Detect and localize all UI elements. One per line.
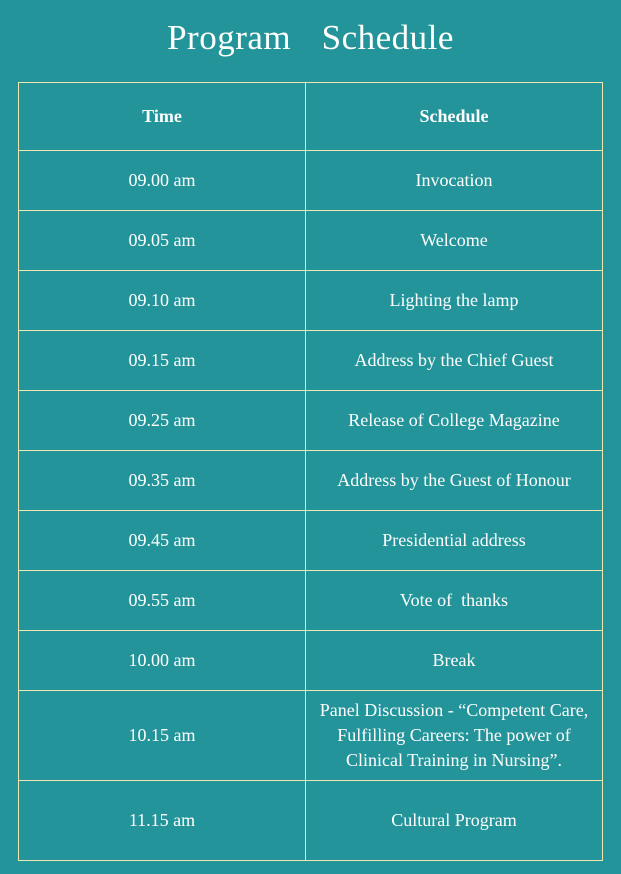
- table-row: [19, 451, 603, 511]
- table-header-row: [19, 83, 603, 151]
- time-cell: 09.10 am: [19, 271, 306, 331]
- table-row: [19, 781, 603, 861]
- event-cell: Break: [306, 631, 603, 691]
- column-header-schedule: Schedule: [306, 83, 603, 151]
- time-cell: 09.25 am: [19, 391, 306, 451]
- time-cell: 09.00 am: [19, 151, 306, 211]
- time-cell: 09.55 am: [19, 571, 306, 631]
- event-cell: Presidential address: [306, 511, 603, 571]
- time-cell: 10.15 am: [19, 691, 306, 781]
- event-cell: Lighting the lamp: [306, 271, 603, 331]
- table-row: [19, 151, 603, 211]
- time-cell: 09.35 am: [19, 451, 306, 511]
- event-cell: Address by the Guest of Honour: [306, 451, 603, 511]
- event-cell: Invocation: [306, 151, 603, 211]
- table-row: [19, 511, 603, 571]
- event-cell: Address by the Chief Guest: [306, 331, 603, 391]
- table-row: [19, 271, 603, 331]
- event-cell: Welcome: [306, 211, 603, 271]
- table-row: [19, 391, 603, 451]
- time-cell: 11.15 am: [19, 781, 306, 861]
- column-header-time: Time: [19, 83, 306, 151]
- table-row: [19, 331, 603, 391]
- time-cell: 09.05 am: [19, 211, 306, 271]
- time-cell: 09.15 am: [19, 331, 306, 391]
- event-cell: Vote of thanks: [306, 571, 603, 631]
- event-cell: Release of College Magazine: [306, 391, 603, 451]
- page-title: Program Schedule: [167, 18, 454, 57]
- event-cell: Panel Discussion - “Competent Care, Fulfilling Careers: The power of Clinical Training in Nursing”.: [306, 691, 603, 781]
- event-cell: Cultural Program: [306, 781, 603, 861]
- time-cell: 10.00 am: [19, 631, 306, 691]
- table-row: [19, 691, 603, 781]
- time-cell: 09.45 am: [19, 511, 306, 571]
- table-row: [19, 571, 603, 631]
- table-row: [19, 631, 603, 691]
- table-row: [19, 211, 603, 271]
- schedule-table: [18, 82, 603, 861]
